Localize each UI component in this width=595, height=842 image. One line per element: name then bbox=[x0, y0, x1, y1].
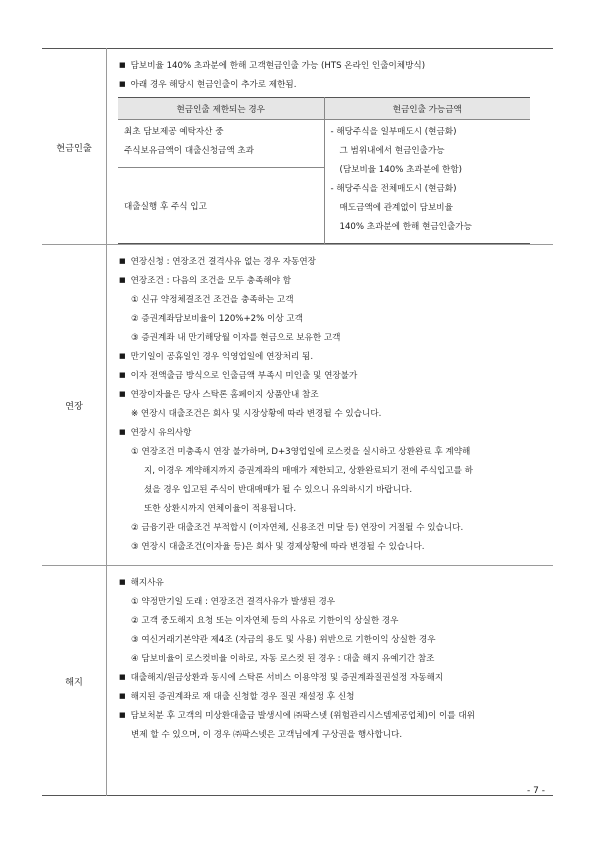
list-text: 연장조건 미충족시 연장 불가하며, D+3영업일에 로스컷을 실시하고 상환완료 후 계약해 bbox=[141, 447, 471, 457]
list-item: ① 약정만기일 도래 : 연장조건 결격사유가 발생된 경우 bbox=[131, 597, 336, 607]
section-content-cash bbox=[107, 49, 554, 245]
bullet-item: ■ 연장시 유의사항 bbox=[113, 424, 553, 443]
bullet-item: ■ 연장이자율은 당사 스탁론 홈페이지 상품안내 참조 bbox=[113, 386, 553, 405]
section-content-termination bbox=[107, 566, 554, 796]
table-header-limit-case: 현금인출 제한되는 경우 bbox=[118, 98, 324, 120]
section-label-extension: 연장 bbox=[42, 245, 107, 566]
table-header-available-amount: 현금인출 가능금액 bbox=[324, 98, 530, 120]
list-text: 지, 이경우 계약해지까지 증권계좌의 매매가 제한되고, 상환완료되기 전에 주식입고를 하 bbox=[144, 466, 473, 476]
table-cell-text: - 해당주식을 전체매도시 (현금화) bbox=[330, 184, 457, 194]
table-cell-case-1 bbox=[118, 120, 324, 168]
note-text: ※ 연장시 대출조건은 회사 및 시장상황에 따라 변경될 수 있습니다. bbox=[131, 409, 382, 419]
section-termination bbox=[42, 566, 553, 796]
table-cell-text: 주식보유금액이 대출신청금액 초과 bbox=[124, 146, 254, 156]
list-item: ① 신규 약정체결조건 조건을 충족하는 고객 bbox=[131, 295, 294, 305]
table-cell-text: 매도금액에 관계없이 담보비율 bbox=[339, 203, 453, 213]
list-item: ③ 연장시 대출조건(이자율 등)은 회사 및 경제상황에 따라 변경될 수 있습니다. bbox=[131, 542, 425, 552]
section-label-cash: 현금인출 bbox=[42, 49, 107, 245]
bullet-item: ■ 대출해지/원금상환과 동시에 스탁론 서비스 이용약정 및 증권계좌질권설정 자동해지 bbox=[113, 669, 553, 688]
bullet-item: ■ 만기일이 공휴일인 경우 익영업일에 연장처리 됨. bbox=[113, 348, 553, 367]
page-number: - 7 - bbox=[527, 786, 545, 796]
section-label-termination: 해지 bbox=[42, 566, 107, 796]
bullet-item: ■ 이자 전액출금 방식으로 인출금액 부족시 미인출 및 연장불가 bbox=[113, 367, 553, 386]
list-item bbox=[113, 443, 553, 462]
bullet-item: ■ 담보처분 후 고객의 미상환대출금 발생시에 ㈜팍스넷 (위험관리시스템제공업체)이 이를 대위 bbox=[113, 707, 553, 726]
bullet-item: ■ 담보비율 140% 초과분에 한해 고객현금인출 가능 (HTS 온라인 인출이체방식) bbox=[113, 57, 553, 76]
list-item: ③ 여신거래기본약관 제4조 (자금의 용도 및 사용) 위반으로 기한이익 상실한 경우 bbox=[131, 635, 436, 645]
section-content-extension bbox=[107, 245, 554, 566]
table-cell-available-amount bbox=[324, 120, 530, 244]
bullet-item: ■ 연장신청 : 연장조건 결격사유 없는 경우 자동연장 bbox=[113, 253, 553, 272]
table-cell-text: (담보비율 140% 초과분에 한함) bbox=[339, 165, 462, 175]
bullet-item: ■ 아래 경우 해당시 현금인출이 추가로 제한됨. bbox=[113, 76, 553, 95]
section-cash-withdrawal bbox=[42, 49, 553, 245]
list-item: ③ 증권계좌 내 만기해당월 이자를 현금으로 보유한 고객 bbox=[131, 333, 341, 343]
list-number: ① bbox=[131, 447, 139, 457]
list-item: ② 금융기관 대출조건 부적합시 (이자연체, 신용조건 미달 등) 연장이 거절될 수 있습니다. bbox=[131, 523, 464, 533]
table-cell-text: 그 범위내에서 현금인출가능 bbox=[339, 146, 445, 156]
withdrawal-limit-table bbox=[118, 97, 530, 244]
terms-table bbox=[42, 48, 553, 796]
bullet-item: ■ 해지된 증권계좌로 재 대출 신청할 경우 질권 재설정 후 신청 bbox=[113, 688, 553, 707]
table-cell-case-2 bbox=[118, 168, 324, 244]
list-text: 또한 상환시까지 연체이율이 적용됩니다. bbox=[144, 504, 297, 514]
section-extension bbox=[42, 245, 553, 566]
bullet-item: ■ 연장조건 : 다음의 조건을 모두 충족해야 함 bbox=[113, 272, 553, 291]
list-item: ④ 담보비율이 로스컷비율 이하로, 자동 로스컷 된 경우 : 대출 해지 유예기간 참조 bbox=[131, 654, 435, 664]
list-item: ② 증권계좌담보비율이 120%+2% 이상 고객 bbox=[131, 314, 303, 324]
table-cell-text: 최초 담보제공 예탁자산 중 bbox=[124, 127, 224, 137]
bullet-item: ■ 해지사유 bbox=[113, 574, 553, 593]
table-cell-text: - 해당주식을 일부매도시 (현금화) bbox=[330, 127, 457, 137]
list-text: 셨을 경우 입고된 주식이 반대매매가 될 수 있으니 유의하시기 바랍니다. bbox=[144, 485, 413, 495]
table-cell-text: 대출실행 후 주식 입고 bbox=[124, 201, 207, 212]
list-item: ② 고객 중도해지 요청 또는 이자연체 등의 사유로 기한이익 상실한 경우 bbox=[131, 616, 399, 626]
bullet-continuation: 변제 할 수 있으며, 이 경우 ㈜팍스넷은 고객님에게 구상권을 행사합니다. bbox=[131, 730, 403, 740]
table-cell-text: 140% 초과분에 한해 현금인출가능 bbox=[339, 222, 472, 232]
